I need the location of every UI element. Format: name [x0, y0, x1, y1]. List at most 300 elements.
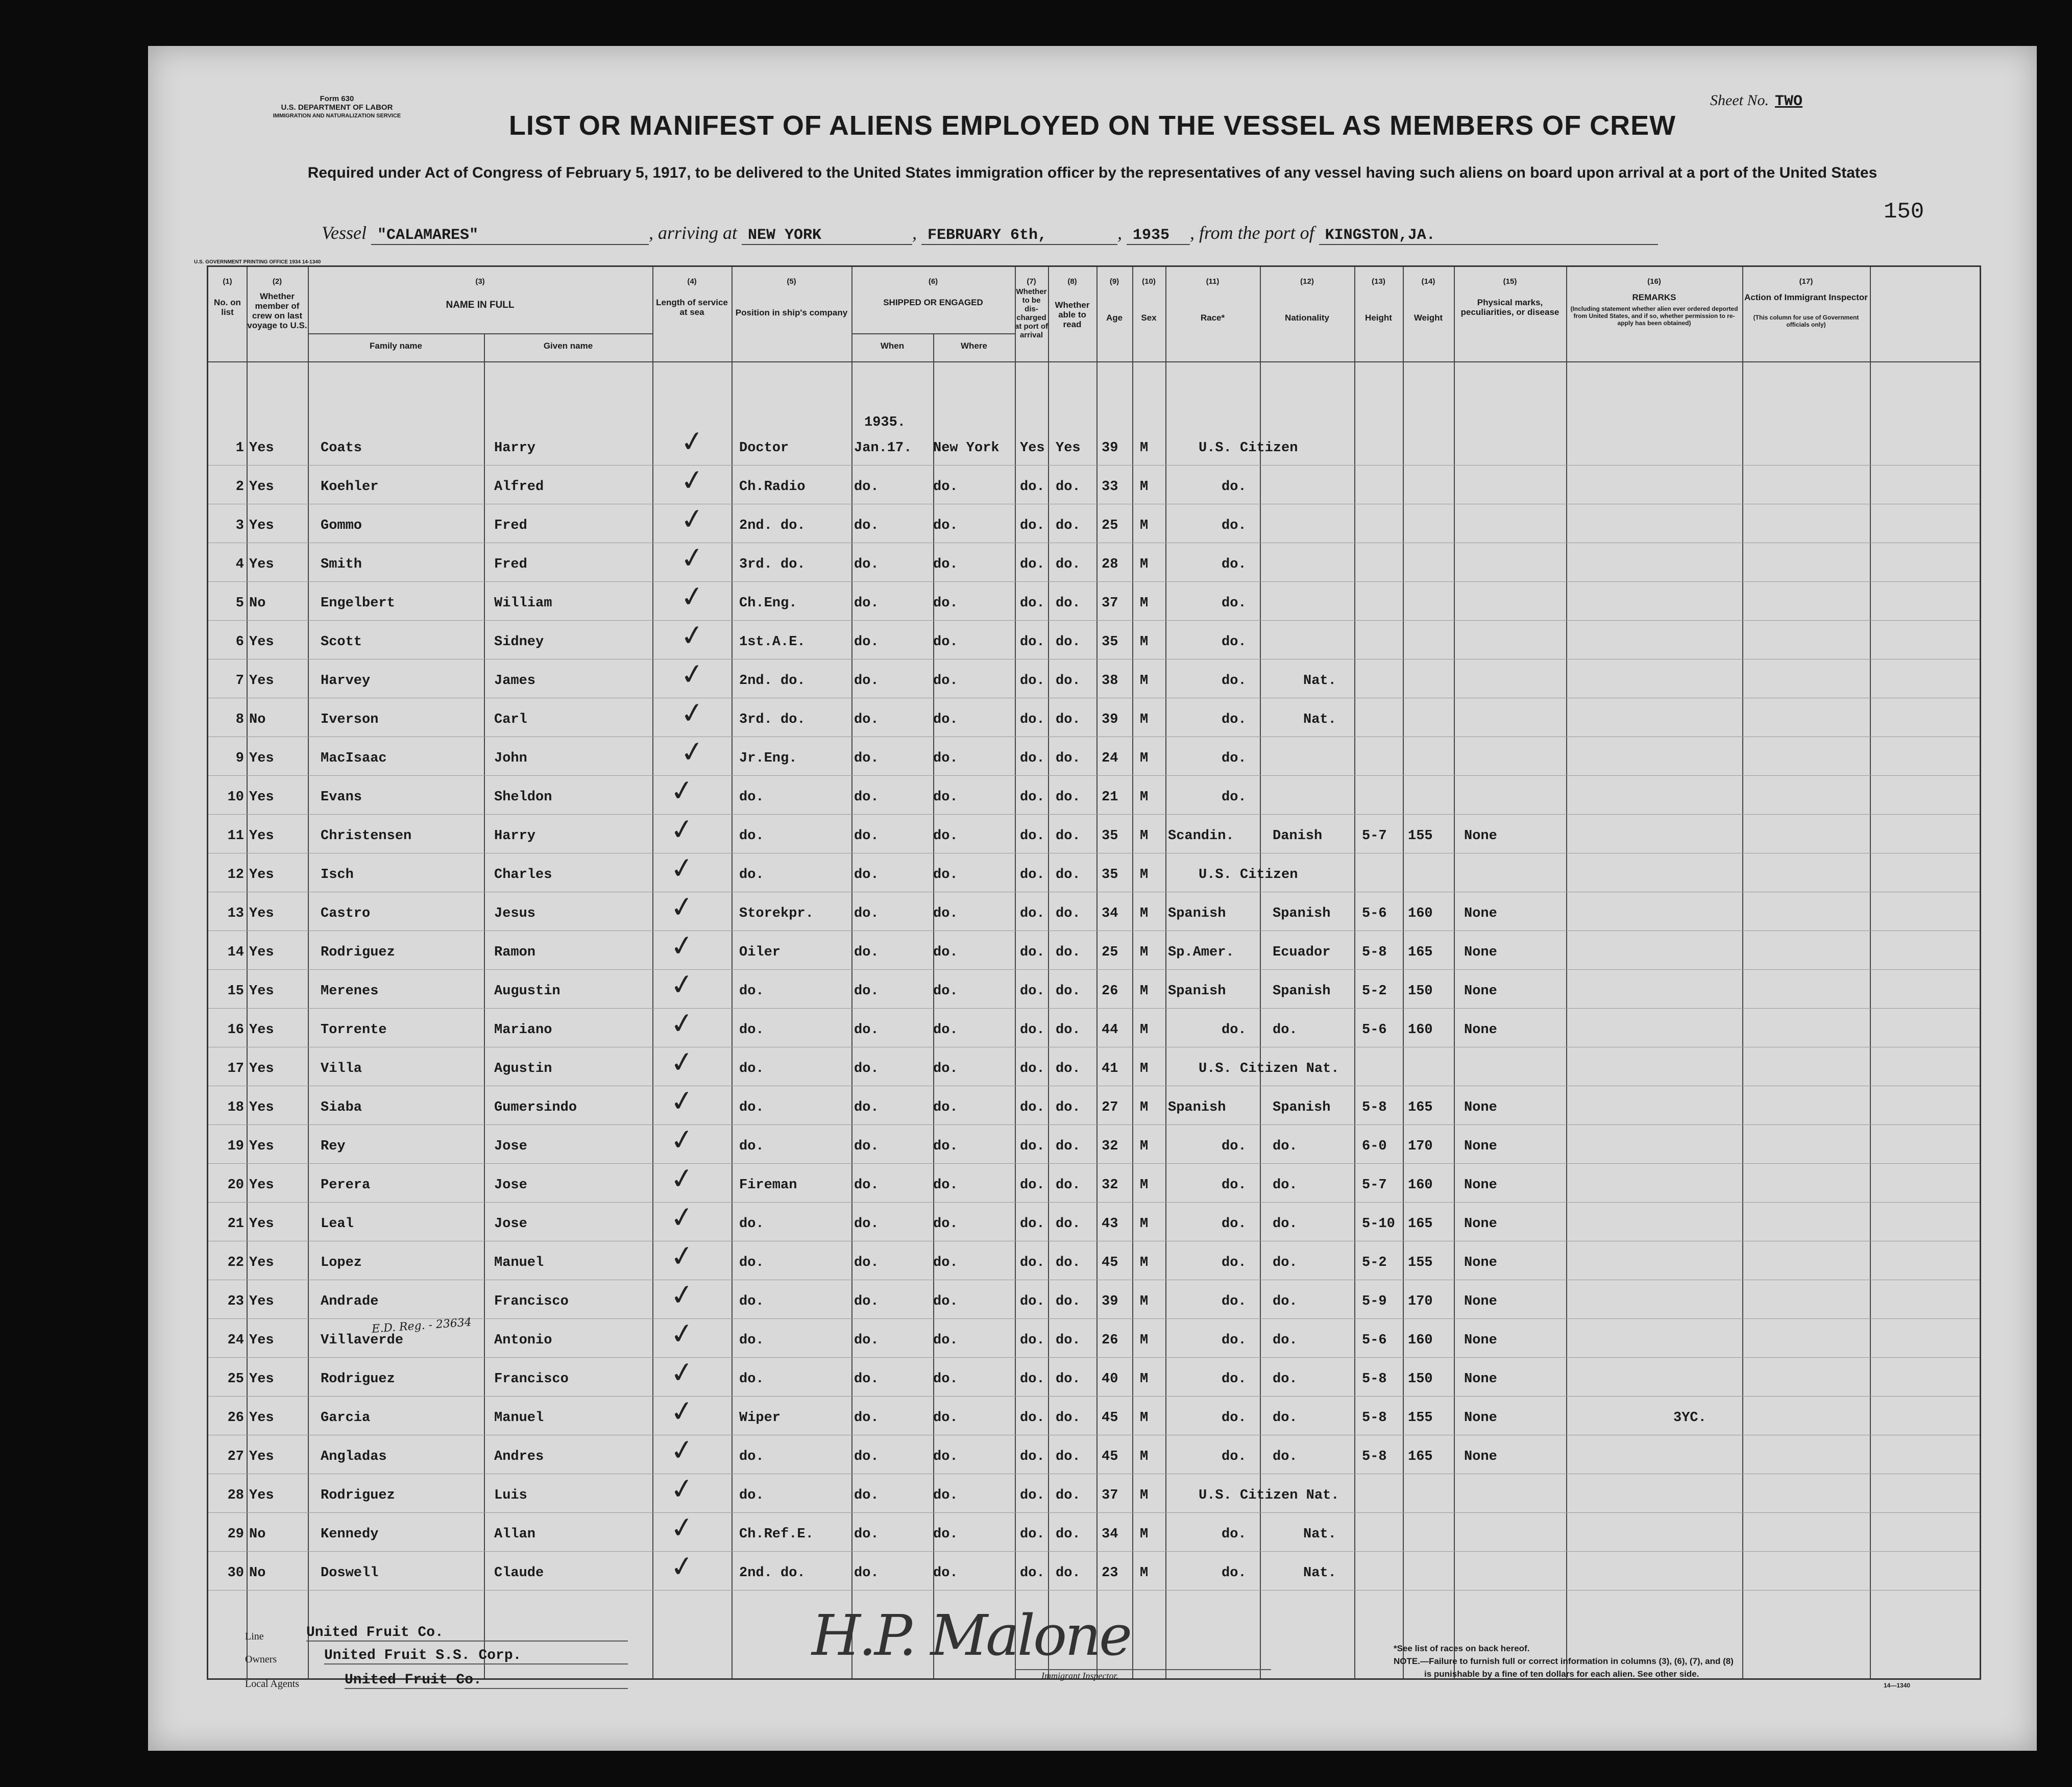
- cell-weight: 155: [1408, 828, 1433, 844]
- cell-nationality: Spanish: [1273, 1100, 1331, 1115]
- header-length-service: Length of service at sea: [656, 298, 728, 317]
- cell-able-to-read: do.: [1056, 828, 1081, 844]
- cell-member-flag: Yes: [249, 634, 274, 650]
- cell-position: Ch.Ref.E.: [739, 1527, 814, 1542]
- cell-weight: 155: [1408, 1410, 1433, 1426]
- cell-physical-marks: None: [1464, 1100, 1497, 1115]
- cell-given-name: James: [494, 673, 536, 689]
- cell-able-to-read: do.: [1056, 1449, 1081, 1464]
- cell-physical-marks: None: [1464, 1216, 1497, 1232]
- cell-shipped-when: do.: [854, 1449, 879, 1464]
- cell-row-number: 2: [235, 479, 244, 495]
- cell-given-name: Sheldon: [494, 790, 552, 805]
- cell-nationality: do.: [1273, 1294, 1298, 1309]
- cell-sex: M: [1140, 867, 1149, 883]
- row-rule: [208, 1318, 1980, 1319]
- page-subtitle: Required under Act of Congress of February 5, 1917, to be delivered to the United States immigration officer by the representatives of any vessel having such aliens on board upon arrival at a port of the United States: [307, 164, 1878, 181]
- row-rule: [208, 1124, 1980, 1125]
- check-mark-icon: ✓: [668, 889, 697, 925]
- cell-nationality: do.: [1273, 1022, 1298, 1038]
- cell-sex: M: [1140, 1022, 1149, 1038]
- cell-height: 5-6: [1362, 1333, 1387, 1348]
- cell-shipped-when: do.: [854, 712, 879, 727]
- header-position: Position in ship's company: [735, 308, 848, 317]
- cell-row-number: 18: [227, 1100, 244, 1115]
- cell-shipped-where: do.: [933, 712, 958, 727]
- cell-member-flag: Yes: [249, 1255, 274, 1270]
- check-mark-icon: ✓: [668, 812, 697, 848]
- cell-weight: 160: [1408, 1022, 1433, 1038]
- cell-race: do.: [1222, 518, 1247, 533]
- cell-sex: M: [1140, 945, 1149, 960]
- header-where: Where: [961, 341, 987, 351]
- check-mark-icon: ✓: [678, 424, 707, 460]
- cell-height: 5-7: [1362, 1178, 1387, 1193]
- cell-given-name: Fred: [494, 557, 527, 572]
- cell-weight: 160: [1408, 906, 1433, 921]
- check-mark-icon: ✓: [668, 1044, 697, 1081]
- cell-discharged-flag: do.: [1020, 1527, 1045, 1542]
- cell-discharged-flag: do.: [1020, 634, 1045, 650]
- cell-member-flag: Yes: [249, 790, 274, 805]
- cell-family-name: Rodriguez: [321, 945, 395, 960]
- cell-discharged-flag: do.: [1020, 984, 1045, 999]
- cell-age: 34: [1102, 906, 1118, 921]
- cell-position: 3rd. do.: [739, 557, 806, 572]
- header-age: Age: [1106, 313, 1123, 323]
- column-number: (15): [1503, 277, 1517, 286]
- cell-race: Spanish: [1168, 984, 1226, 999]
- cell-row-number: 6: [235, 634, 244, 650]
- cell-shipped-where: do.: [933, 557, 958, 572]
- cell-shipped-when: do.: [854, 1061, 879, 1076]
- column-divider: [1096, 267, 1098, 1678]
- cell-able-to-read: do.: [1056, 634, 1081, 650]
- header-remarks: REMARKS: [1632, 292, 1676, 302]
- sheet-number: Sheet No. TWO: [1710, 92, 1802, 110]
- cell-family-name: Engelbert: [321, 596, 395, 611]
- cell-age: 27: [1102, 1100, 1118, 1115]
- printer-line: U.S. GOVERNMENT PRINTING OFFICE 1934 14-1340: [194, 259, 321, 265]
- cell-age: 45: [1102, 1255, 1118, 1270]
- agents-label: Local Agents: [245, 1678, 300, 1690]
- cell-weight: 165: [1408, 945, 1433, 960]
- cell-shipped-when: do.: [854, 867, 879, 883]
- cell-able-to-read: do.: [1056, 673, 1081, 689]
- cell-age: 37: [1102, 1488, 1118, 1503]
- cell-race: Scandin.: [1168, 828, 1234, 844]
- cell-physical-marks: None: [1464, 1294, 1497, 1309]
- row-rule: [208, 620, 1980, 621]
- cell-height: 5-2: [1362, 984, 1387, 999]
- cell-family-name: Castro: [321, 906, 371, 921]
- cell-row-number: 21: [227, 1216, 244, 1232]
- cell-discharged-flag: do.: [1020, 1139, 1045, 1154]
- cell-family-name: MacIsaac: [321, 751, 387, 766]
- cell-race: Spanish: [1168, 906, 1226, 921]
- cell-sex: M: [1140, 906, 1149, 921]
- cell-able-to-read: do.: [1056, 1139, 1081, 1154]
- check-mark-icon: ✓: [668, 1549, 697, 1585]
- header-discharged: Whether to be dis-charged at port of arrival: [1015, 287, 1048, 339]
- column-divider: [1132, 267, 1133, 1678]
- cell-family-name: Gommo: [321, 518, 362, 533]
- cell-member-flag: Yes: [249, 1100, 274, 1115]
- check-mark-icon: ✓: [668, 1471, 697, 1507]
- check-mark-icon: ✓: [678, 462, 707, 499]
- cell-sex: M: [1140, 1100, 1149, 1115]
- cell-able-to-read: do.: [1056, 945, 1081, 960]
- cell-family-name: Rodriguez: [321, 1488, 395, 1503]
- cell-family-name: Leal: [321, 1216, 354, 1232]
- cell-family-name: Evans: [321, 790, 362, 805]
- cell-age: 39: [1102, 440, 1118, 456]
- cell-family-name: Kennedy: [321, 1527, 379, 1542]
- cell-family-name: Isch: [321, 867, 354, 883]
- cell-member-flag: Yes: [249, 479, 274, 495]
- cell-physical-marks: None: [1464, 1022, 1497, 1038]
- check-mark-icon: ✓: [668, 1200, 697, 1236]
- cell-age: 40: [1102, 1372, 1118, 1387]
- row-rule: [208, 1357, 1980, 1358]
- cell-age: 32: [1102, 1139, 1118, 1154]
- cell-sex: M: [1140, 1565, 1149, 1581]
- cell-family-name: Merenes: [321, 984, 379, 999]
- header-nationality: Nationality: [1285, 313, 1329, 323]
- cell-shipped-when: do.: [854, 1294, 879, 1309]
- cell-sex: M: [1140, 1488, 1149, 1503]
- cell-age: 24: [1102, 751, 1118, 766]
- header-whether-member: Whether member of crew on last voyage to U.S.: [247, 291, 307, 330]
- column-number: (5): [787, 277, 796, 286]
- cell-row-number: 19: [227, 1139, 244, 1154]
- cell-discharged-flag: do.: [1020, 596, 1045, 611]
- cell-row-number: 12: [227, 867, 244, 883]
- form-code: 14—1340: [1884, 1682, 1911, 1689]
- cell-family-name: Rey: [321, 1139, 346, 1154]
- cell-shipped-when: do.: [854, 1216, 879, 1232]
- cell-position: 2nd. do.: [739, 673, 806, 689]
- cell-race: do.: [1222, 1022, 1247, 1038]
- cell-given-name: Manuel: [494, 1255, 544, 1270]
- cell-row-number: 30: [227, 1565, 244, 1581]
- cell-height: 5-8: [1362, 1410, 1387, 1426]
- cell-given-name: Harry: [494, 440, 536, 456]
- cell-nationality: Spanish: [1273, 984, 1331, 999]
- cell-given-name: Sidney: [494, 634, 544, 650]
- cell-given-name: Mariano: [494, 1022, 552, 1038]
- cell-family-name: Lopez: [321, 1255, 362, 1270]
- inspector-label: Immigrant Inspector.: [1041, 1671, 1118, 1681]
- header-divider: [851, 333, 1015, 334]
- cell-shipped-when: do.: [854, 1488, 879, 1503]
- cell-shipped-where: do.: [933, 1333, 958, 1348]
- column-number: (4): [687, 277, 697, 286]
- cell-age: 33: [1102, 479, 1118, 495]
- cell-member-flag: Yes: [249, 984, 274, 999]
- cell-able-to-read: do.: [1056, 1372, 1081, 1387]
- cell-height: 5-6: [1362, 906, 1387, 921]
- cell-sex: M: [1140, 1527, 1149, 1542]
- cell-shipped-when: do.: [854, 518, 879, 533]
- binder-hole: [82, 648, 104, 671]
- cell-race: do.: [1222, 1372, 1247, 1387]
- cell-sex: M: [1140, 1139, 1149, 1154]
- check-mark-icon: ✓: [668, 1083, 697, 1119]
- check-mark-icon: ✓: [668, 773, 697, 809]
- cell-race: do.: [1222, 1139, 1247, 1154]
- cell-member-flag: Yes: [249, 867, 274, 883]
- cell-row-number: 24: [227, 1333, 244, 1348]
- row-rule: [208, 1008, 1980, 1009]
- column-number: (1): [223, 277, 232, 286]
- cell-shipped-where: do.: [933, 596, 958, 611]
- cell-member-flag: Yes: [249, 906, 274, 921]
- cell-weight: 150: [1408, 984, 1433, 999]
- cell-height: 5-9: [1362, 1294, 1387, 1309]
- cell-shipped-when: do.: [854, 906, 879, 921]
- cell-able-to-read: do.: [1056, 906, 1081, 921]
- header-sex: Sex: [1141, 313, 1157, 323]
- header-action-note: (This column for use of Government officials only): [1753, 314, 1859, 328]
- cell-shipped-where: do.: [933, 1022, 958, 1038]
- cell-discharged-flag: do.: [1020, 1178, 1045, 1193]
- cell-family-name: Garcia: [321, 1410, 371, 1426]
- cell-nationality: do.: [1273, 1410, 1298, 1426]
- column-divider: [484, 333, 485, 1678]
- cell-shipped-where: do.: [933, 945, 958, 960]
- cell-given-name: Gumersindo: [494, 1100, 577, 1115]
- cell-discharged-flag: do.: [1020, 945, 1045, 960]
- cell-given-name: John: [494, 751, 527, 766]
- check-mark-icon: ✓: [668, 1510, 697, 1546]
- cell-member-flag: Yes: [249, 557, 274, 572]
- check-mark-icon: ✓: [668, 1277, 697, 1313]
- column-divider: [1870, 267, 1871, 1678]
- cell-sex: M: [1140, 1333, 1149, 1348]
- cell-given-name: Claude: [494, 1565, 544, 1581]
- cell-position: do.: [739, 1449, 764, 1464]
- cell-nationality: Nat.: [1303, 1565, 1336, 1581]
- cell-weight: 165: [1408, 1216, 1433, 1232]
- cell-age: 25: [1102, 945, 1118, 960]
- cell-race: U.S. Citizen Nat.: [1199, 1488, 1339, 1503]
- cell-row-number: 14: [227, 945, 244, 960]
- check-mark-icon: ✓: [668, 1238, 697, 1275]
- crew-table: [207, 265, 1981, 1680]
- cell-race: do.: [1222, 1216, 1247, 1232]
- cell-able-to-read: do.: [1056, 596, 1081, 611]
- cell-discharged-flag: do.: [1020, 867, 1045, 883]
- cell-member-flag: Yes: [249, 1139, 274, 1154]
- column-divider: [851, 267, 852, 1678]
- cell-member-flag: Yes: [249, 1488, 274, 1503]
- check-mark-icon: ✓: [668, 1122, 697, 1158]
- cell-row-number: 20: [227, 1178, 244, 1193]
- cell-height: 5-7: [1362, 828, 1387, 844]
- cell-age: 25: [1102, 518, 1118, 533]
- cell-shipped-where: do.: [933, 1527, 958, 1542]
- cell-able-to-read: do.: [1056, 790, 1081, 805]
- cell-discharged-flag: do.: [1020, 751, 1045, 766]
- cell-position: 2nd. do.: [739, 518, 806, 533]
- arrival-port: NEW YORK: [742, 227, 912, 245]
- cell-member-flag: Yes: [249, 828, 274, 844]
- cell-able-to-read: do.: [1056, 1061, 1081, 1076]
- cell-race: do.: [1222, 634, 1247, 650]
- cell-position: Fireman: [739, 1178, 797, 1193]
- cell-physical-marks: None: [1464, 906, 1497, 921]
- row-rule: [208, 775, 1980, 776]
- cell-weight: 165: [1408, 1100, 1433, 1115]
- check-mark-icon: ✓: [668, 1006, 697, 1042]
- cell-row-number: 4: [235, 557, 244, 572]
- cell-family-name: Coats: [321, 440, 362, 456]
- cell-sex: M: [1140, 557, 1149, 572]
- cell-race: do.: [1222, 1255, 1247, 1270]
- cell-race: do.: [1222, 712, 1247, 727]
- cell-sex: M: [1140, 712, 1149, 727]
- row-rule: [208, 814, 1980, 815]
- cell-shipped-when: do.: [854, 1022, 879, 1038]
- check-mark-icon: ✓: [678, 734, 707, 770]
- column-divider: [1742, 267, 1743, 1678]
- cell-family-name: Scott: [321, 634, 362, 650]
- cell-row-number: 11: [227, 828, 244, 844]
- row-rule: [208, 1396, 1980, 1397]
- cell-shipped-where: do.: [933, 1294, 958, 1309]
- header-action: Action of Immigrant Inspector: [1744, 292, 1868, 302]
- cell-discharged-flag: do.: [1020, 1565, 1045, 1581]
- header-able-read: Whether able to read: [1055, 300, 1090, 329]
- cell-shipped-when: do.: [854, 1100, 879, 1115]
- cell-shipped-where: do.: [933, 1061, 958, 1076]
- column-divider: [308, 267, 309, 1678]
- vessel-name: "CALAMARES": [371, 227, 649, 245]
- cell-member-flag: No: [249, 1565, 266, 1581]
- owners-value: United Fruit S.S. Corp.: [324, 1648, 628, 1664]
- cell-able-to-read: do.: [1056, 1022, 1081, 1038]
- cell-height: 5-6: [1362, 1022, 1387, 1038]
- cell-height: 5-10: [1362, 1216, 1395, 1232]
- cell-shipped-when: do.: [854, 1372, 879, 1387]
- cell-able-to-read: do.: [1056, 1178, 1081, 1193]
- cell-able-to-read: do.: [1056, 1294, 1081, 1309]
- cell-age: 45: [1102, 1449, 1118, 1464]
- cell-able-to-read: do.: [1056, 1216, 1081, 1232]
- cell-shipped-when: do.: [854, 1565, 879, 1581]
- cell-position: do.: [739, 1139, 764, 1154]
- cell-family-name: Harvey: [321, 673, 371, 689]
- check-mark-icon: ✓: [668, 1355, 697, 1391]
- column-divider: [247, 267, 248, 1678]
- column-divider: [1165, 267, 1166, 1678]
- cell-position: Storekpr.: [739, 906, 814, 921]
- cell-given-name: Alfred: [494, 479, 544, 495]
- line-value: United Fruit Co.: [306, 1625, 628, 1642]
- cell-shipped-where: do.: [933, 1100, 958, 1115]
- cell-race: do.: [1222, 1527, 1247, 1542]
- check-mark-icon: ✓: [678, 579, 707, 615]
- cell-shipped-when: do.: [854, 1527, 879, 1542]
- cell-sex: M: [1140, 1410, 1149, 1426]
- cell-family-name: Siaba: [321, 1100, 362, 1115]
- cell-shipped-when: do.: [854, 945, 879, 960]
- check-mark-icon: ✓: [678, 540, 707, 576]
- row-rule: [208, 1551, 1980, 1552]
- cell-height: 5-2: [1362, 1255, 1387, 1270]
- arrival-year: 1935: [1127, 227, 1190, 245]
- cell-age: 35: [1102, 634, 1118, 650]
- cell-age: 44: [1102, 1022, 1118, 1038]
- cell-physical-marks: None: [1464, 1178, 1497, 1193]
- penalty-note: NOTE.—Failure to furnish full or correct information in columns (3), (6), (7), and (8): [1394, 1656, 1734, 1666]
- cell-sex: M: [1140, 1255, 1149, 1270]
- cell-sex: M: [1140, 673, 1149, 689]
- cell-row-number: 10: [227, 790, 244, 805]
- cell-race: do.: [1222, 1178, 1247, 1193]
- year-note: 1935.: [864, 415, 906, 430]
- cell-given-name: Charles: [494, 867, 552, 883]
- row-rule: [208, 969, 1980, 970]
- cell-physical-marks: None: [1464, 1372, 1497, 1387]
- cell-shipped-when: do.: [854, 557, 879, 572]
- cell-family-name: Andrade: [321, 1294, 379, 1309]
- cell-position: Ch.Eng.: [739, 596, 797, 611]
- cell-given-name: Francisco: [494, 1294, 569, 1309]
- cell-discharged-flag: do.: [1020, 673, 1045, 689]
- cell-race: Spanish: [1168, 1100, 1226, 1115]
- column-divider: [1566, 267, 1567, 1678]
- cell-position: do.: [739, 1333, 764, 1348]
- penalty-note-cont: is punishable by a fine of ten dollars for each alien. See other side.: [1424, 1669, 1699, 1679]
- cell-shipped-where: do.: [933, 1255, 958, 1270]
- column-number: (6): [928, 277, 938, 286]
- cell-race: do.: [1222, 479, 1247, 495]
- cell-nationality: do.: [1273, 1178, 1298, 1193]
- cell-given-name: Manuel: [494, 1410, 544, 1426]
- cell-member-flag: Yes: [249, 1216, 274, 1232]
- cell-able-to-read: do.: [1056, 1565, 1081, 1581]
- cell-sex: M: [1140, 479, 1149, 495]
- cell-position: 3rd. do.: [739, 712, 806, 727]
- cell-race: do.: [1222, 1294, 1247, 1309]
- cell-age: 28: [1102, 557, 1118, 572]
- cell-age: 45: [1102, 1410, 1118, 1426]
- column-divider: [652, 267, 653, 1678]
- column-divider: [933, 333, 934, 1678]
- cell-sex: M: [1140, 634, 1149, 650]
- cell-shipped-where: do.: [933, 1216, 958, 1232]
- header-physical: Physical marks, peculiarities, or disease: [1460, 298, 1559, 317]
- cell-shipped-when: do.: [854, 596, 879, 611]
- cell-shipped-where: do.: [933, 984, 958, 999]
- cell-shipped-where: do.: [933, 1449, 958, 1464]
- cell-position: do.: [739, 790, 764, 805]
- cell-given-name: Ramon: [494, 945, 536, 960]
- cell-given-name: Luis: [494, 1488, 527, 1503]
- cell-family-name: Koehler: [321, 479, 379, 495]
- cell-able-to-read: do.: [1056, 1527, 1081, 1542]
- column-number: (16): [1647, 277, 1661, 286]
- races-note: *See list of races on back hereof.: [1394, 1644, 1530, 1653]
- cell-shipped-where: do.: [933, 1139, 958, 1154]
- cell-shipped-when: do.: [854, 790, 879, 805]
- cell-position: Ch.Radio: [739, 479, 806, 495]
- cell-family-name: Villaverde: [321, 1333, 404, 1348]
- cell-able-to-read: do.: [1056, 1255, 1081, 1270]
- cell-shipped-when: do.: [854, 751, 879, 766]
